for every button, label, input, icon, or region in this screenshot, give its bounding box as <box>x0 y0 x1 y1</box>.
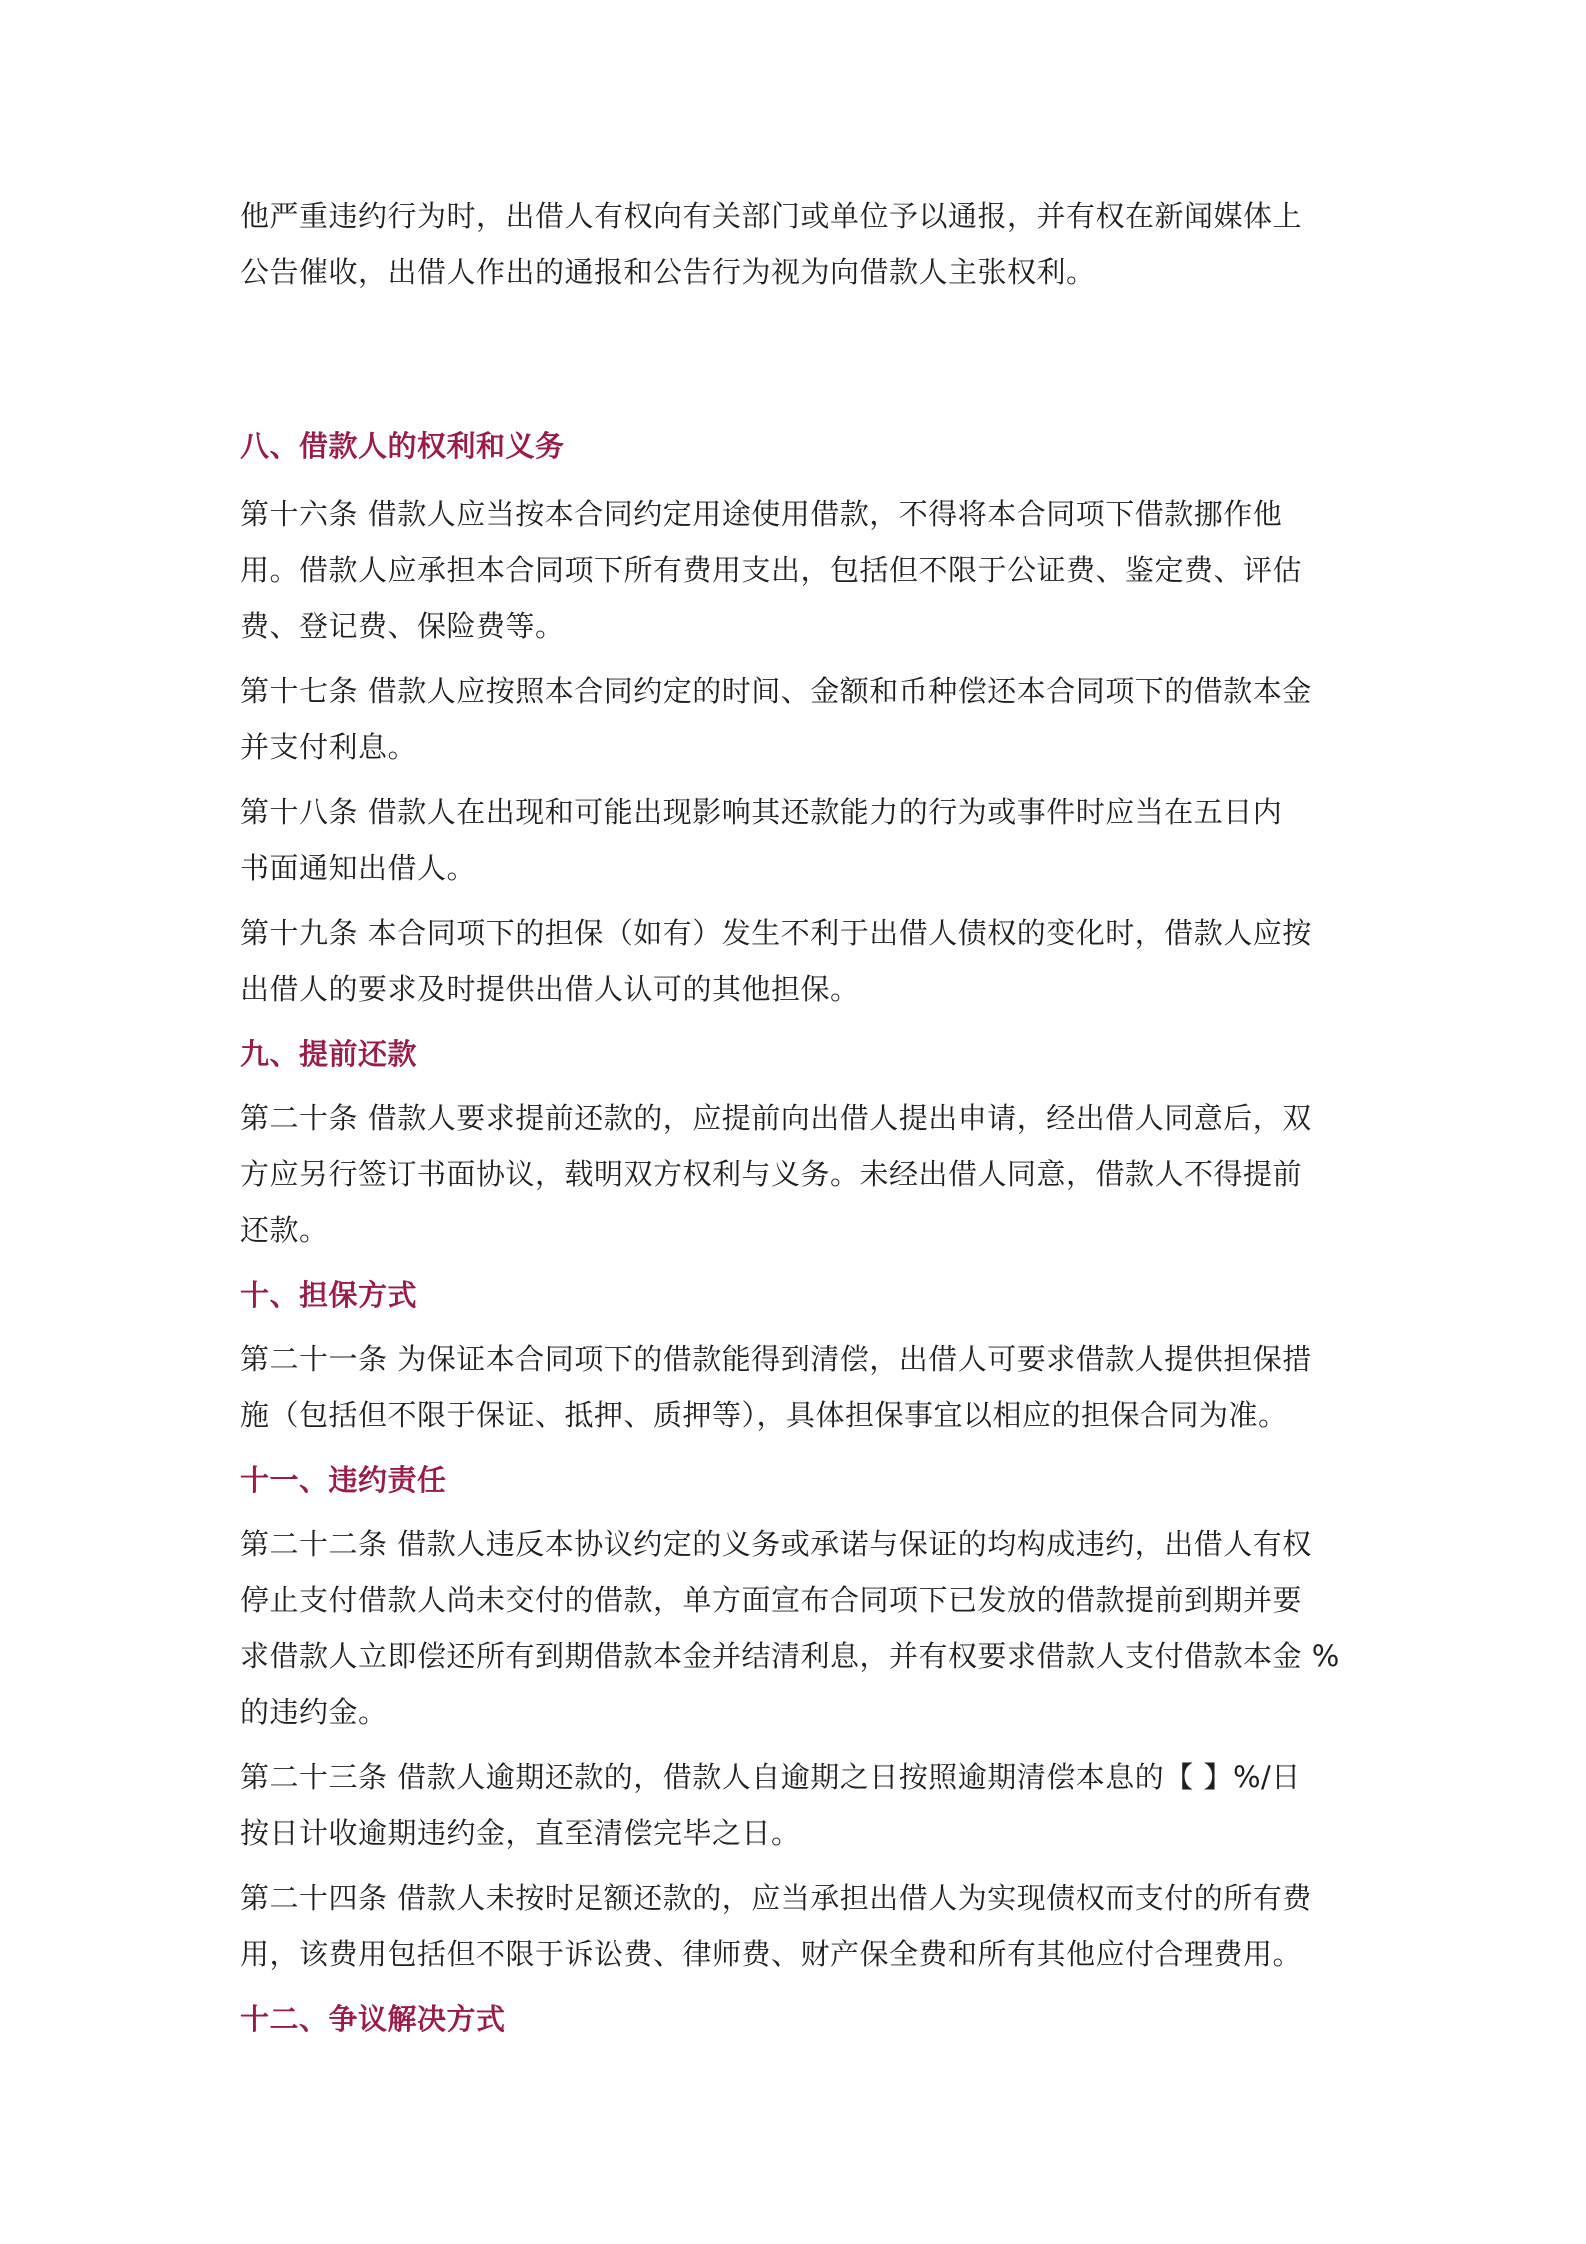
paragraph-line: 第十九条 本合同项下的担保（如有）发生不利于出借人债权的变化时，借款人应按 <box>240 916 1312 950</box>
section-heading: 八、借款人的权利和义务 <box>240 429 565 463</box>
section-heading: 十二、争议解决方式 <box>240 2002 506 2036</box>
section-heading: 九、提前还款 <box>240 1037 418 1071</box>
paragraph-line: 出借人的要求及时提供出借人认可的其他担保。 <box>240 972 860 1006</box>
paragraph-line: 第二十四条 借款人未按时足额还款的，应当承担出借人为实现债权而支付的所有费 <box>240 1881 1312 1915</box>
paragraph-line: 并支付利息。 <box>240 730 418 764</box>
paragraph-line: 第二十二条 借款人违反本协议约定的义务或承诺与保证的均构成违约，出借人有权 <box>240 1527 1312 1561</box>
paragraph-line: 求借款人立即偿还所有到期借款本金并结清利息，并有权要求借款人支付借款本金 % <box>240 1639 1340 1673</box>
paragraph-line: 第二十条 借款人要求提前还款的，应提前向出借人提出申请，经出借人同意后，双 <box>240 1101 1312 1135</box>
paragraph-line: 第十八条 借款人在出现和可能出现影响其还款能力的行为或事件时应当在五日内 <box>240 795 1283 829</box>
paragraph-line: 还款。 <box>240 1213 329 1247</box>
paragraph-line: 用。借款人应承担本合同项下所有费用支出，包括但不限于公证费、鉴定费、评估 <box>240 553 1303 587</box>
paragraph-line: 方应另行签订书面协议，载明双方权利与义务。未经出借人同意，借款人不得提前 <box>240 1157 1303 1191</box>
paragraph-line: 他严重违约行为时，出借人有权向有关部门或单位予以通报，并有权在新闻媒体上 <box>240 199 1303 233</box>
paragraph-line: 施（包括但不限于保证、抵押、质押等），具体担保事宜以相应的担保合同为准。 <box>240 1398 1288 1432</box>
section-heading: 十、担保方式 <box>240 1278 418 1312</box>
paragraph-line: 用，该费用包括但不限于诉讼费、律师费、财产保全费和所有其他应付合理费用。 <box>240 1937 1303 1971</box>
paragraph-line: 的违约金。 <box>240 1695 388 1729</box>
section-heading: 十一、违约责任 <box>240 1463 447 1497</box>
paragraph-line: 第二十一条 为保证本合同项下的借款能得到清偿，出借人可要求借款人提供担保措 <box>240 1342 1312 1376</box>
paragraph-line: 第十六条 借款人应当按本合同约定用途使用借款，不得将本合同项下借款挪作他 <box>240 497 1283 531</box>
paragraph-line: 费、登记费、保险费等。 <box>240 609 565 643</box>
paragraph-line: 第二十三条 借款人逾期还款的，借款人自逾期之日按照逾期清偿本息的【 】%/日 <box>240 1760 1301 1794</box>
paragraph-line: 第十七条 借款人应按照本合同约定的时间、金额和币种偿还本合同项下的借款本金 <box>240 674 1312 708</box>
paragraph-line: 按日计收逾期违约金，直至清偿完毕之日。 <box>240 1816 801 1850</box>
paragraph-line: 停止支付借款人尚未交付的借款，单方面宣布合同项下已发放的借款提前到期并要 <box>240 1583 1303 1617</box>
paragraph-line: 公告催收，出借人作出的通报和公告行为视为向借款人主张权利。 <box>240 255 1096 289</box>
paragraph-line: 书面通知出借人。 <box>240 851 477 885</box>
